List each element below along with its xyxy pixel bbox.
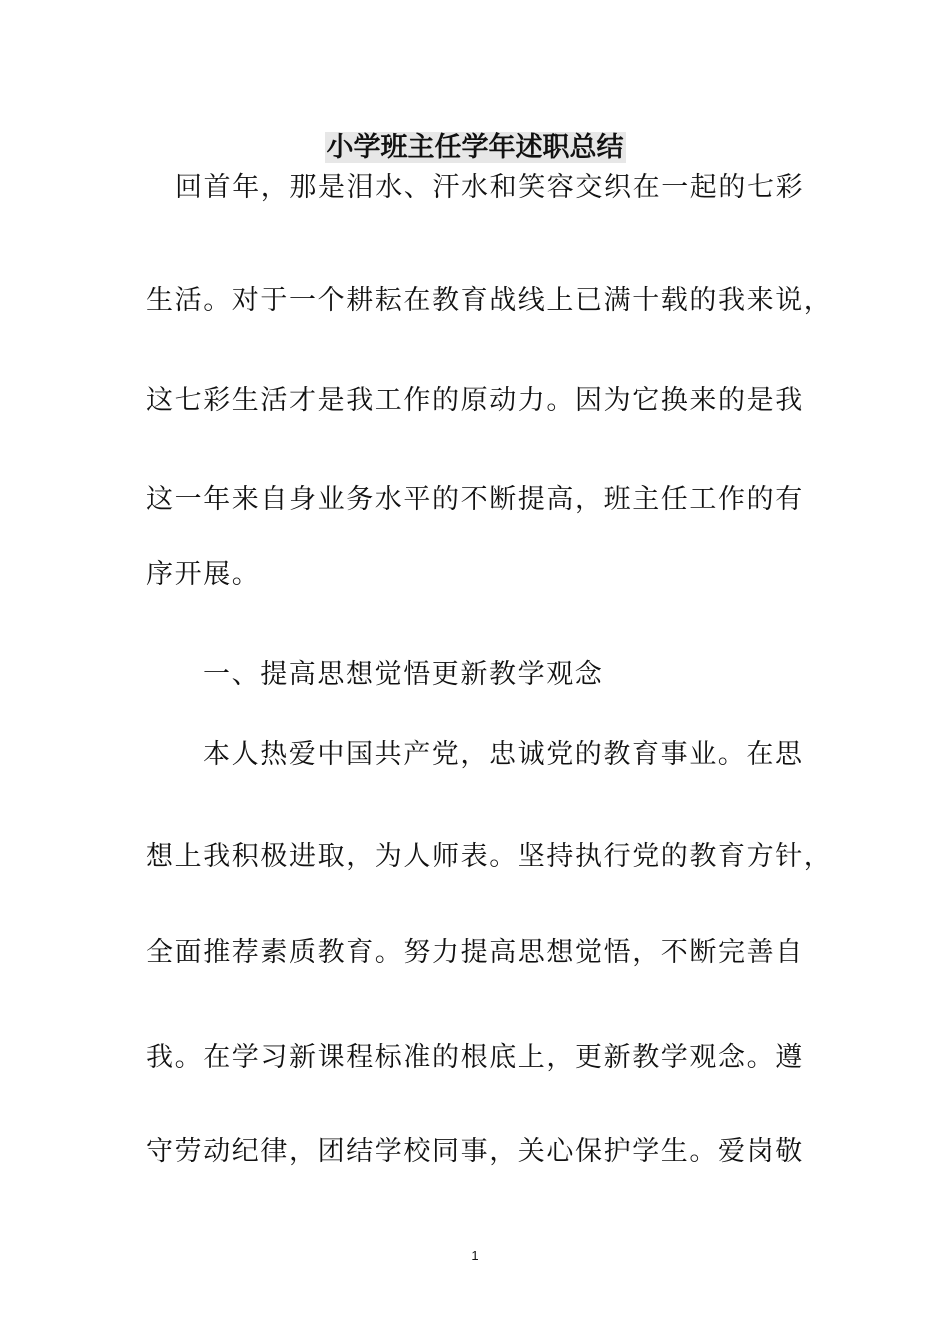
paragraph-line: 全面推荐素质教育。努力提高思想觉悟，不断完善自 bbox=[146, 937, 804, 968]
document-title bbox=[0, 128, 950, 168]
paragraph-line: 想上我积极进取，为人师表。坚持执行党的教育方针， bbox=[146, 841, 833, 872]
paragraph-line: 守劳动纪律，团结学校同事，关心保护学生。爱岗敬 bbox=[146, 1136, 804, 1167]
paragraph-line: 本人热爱中国共产党，忠诚党的教育事业。在思 bbox=[203, 739, 804, 770]
section-heading: 一、提高思想觉悟更新教学观念 bbox=[203, 659, 604, 690]
paragraph-line: 生活。对于一个耕耘在教育战线上已满十载的我来说， bbox=[146, 285, 833, 316]
paragraph-line: 序开展。 bbox=[146, 559, 261, 590]
paragraph-line: 这七彩生活才是我工作的原动力。因为它换来的是我 bbox=[146, 385, 804, 416]
paragraph-line: 我。在学习新课程标准的根底上，更新教学观念。遵 bbox=[146, 1042, 804, 1073]
page-number: 1 bbox=[471, 1248, 479, 1263]
document-title-text: 小学班主任学年述职总结 bbox=[326, 132, 624, 163]
paragraph-line: 这一年来自身业务水平的不断提高，班主任工作的有 bbox=[146, 484, 804, 515]
paragraph-line: 回首年，那是泪水、汗水和笑容交织在一起的七彩 bbox=[175, 172, 805, 203]
